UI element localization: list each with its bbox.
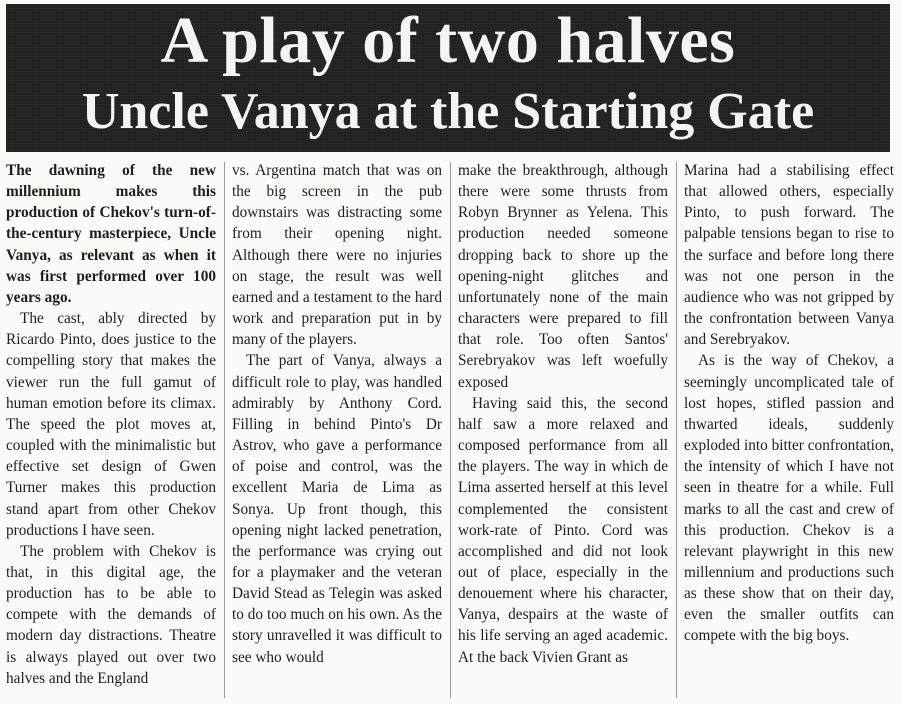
paragraph: The cast, ably directed by Ricardo Pinto, does justice to the compelling story that makes the viewer run the full gamut of human emotion before its climax. The speed the plot moves at, coupled with the minimalistic but effective set design of Gwen Turner makes this production stand apart from other Chekov productions I have seen. — [6, 310, 216, 539]
article-column-2 — [232, 160, 442, 668]
paragraph: Having said this, the second half saw a more relaxed and composed performance from all the players. The way in which de Lima asserted herself at this level complemented the consistent work-rate of Pinto. Cord was accomplished and did not look out of place, especially in the denouement where his character, Vanya, despairs at the waste of his life serving an aged academic. At the back Vivien Grant as — [458, 394, 668, 666]
article-body — [6, 160, 896, 700]
paragraph: As is the way of Chekov, a seemingly uncomplicated tale of lost hopes, stifled passion and thwarted ideals, suddenly exploded into bitter confrontation, the intensity of which I have not seen in theatre for a while. Full marks to all the cast and crew of this production. Chekov is a relevant playwright in this new millennium and productions such as these show that on their day, even the smaller outfits can compete with the big boys. — [684, 352, 894, 645]
paragraph-continued: make the breakthrough, although there were some thrusts from Robyn Brynner as Yelena. This production needed someone dropping back to shore up the opening-night glitches and unfortunately none of the main characters were prepared to fill that role. Too often Santos' Serebryakov was left woefully exposed — [458, 162, 668, 391]
headline-sub: Uncle Vanya at the Starting Gate — [81, 83, 815, 140]
article-column-1 — [6, 160, 216, 689]
article-column-4 — [684, 160, 894, 647]
paragraph: The part of Vanya, always a difficult role to play, was handled admirably by Anthony Cord. Filling in behind Pinto's Dr Astrov, who gave a performance of poise and control, was the excellent Maria de Lima as Sonya. Up front though, this opening night lacked penetration, the performance was crying out for a playmaker and the veteran David Stead as Telegin was asked to do too much on his own. As the story unravelled it was difficult to see who would — [232, 352, 442, 666]
paragraph-continued: Marina had a stabilising effect that allowed others, especially Pinto, to push forward. The palpable tensions began to rise to the surface and before long there was not one person in the audience who was not gripped by the confrontation between Vanya and Serebryakov. — [684, 162, 894, 349]
article-column-3 — [458, 160, 668, 668]
lead-paragraph: The dawning of the new millennium makes this production of Chekov's turn-of-the-century masterpiece, Uncle Vanya, as relevant as when it was first performed over 100 years ago. — [6, 162, 216, 306]
headline-banner — [6, 4, 890, 152]
headline-main: A play of two halves — [160, 4, 736, 77]
paragraph: The problem with Chekov is that, in this digital age, the production has to be able to compete with the demands of modern day distractions. Theatre is always played out over two halves and the England — [6, 542, 216, 687]
paragraph-continued: vs. Argentina match that was on the big screen in the pub downstairs was distracting some from their opening night. Although there were no injuries on stage, the result was well earned and a testament to the hard work and preparation put in by many of the players. — [232, 162, 442, 349]
